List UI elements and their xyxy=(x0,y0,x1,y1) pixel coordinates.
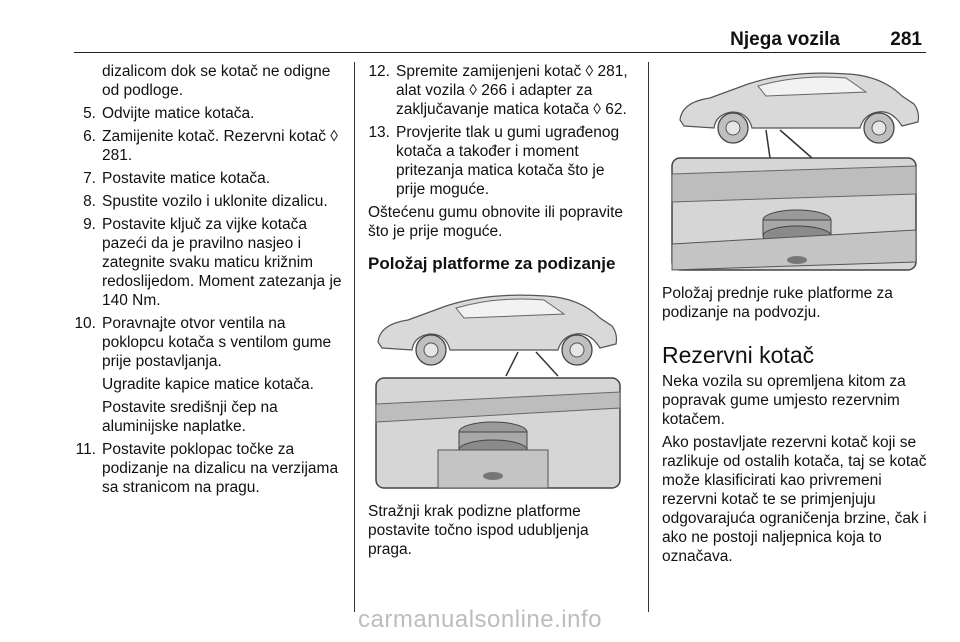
step-text: Odvijte matice kotača. xyxy=(102,105,255,122)
lift-platform-illustration xyxy=(672,158,916,270)
lift-platform-illustration xyxy=(376,378,620,488)
step-8 xyxy=(74,192,346,211)
watermark: carmanualsonline.info xyxy=(358,606,602,633)
step-7 xyxy=(74,169,346,188)
step-13 xyxy=(368,123,632,199)
page-number: 281 xyxy=(890,29,922,50)
step-number: 7. xyxy=(83,170,96,187)
step-number: 12. xyxy=(368,63,390,80)
front-lift-figure xyxy=(662,62,928,274)
paragraph: Ako postavljate rezervni kotač koji se razlikuje od ostalih kotača, taj se kotač može klasificirati kao privremeni rezervni kotač te se primjenjuju odgovarajuća ograničenja brzine, čak i ako ne postoji naljepnica koja to označava. xyxy=(662,434,927,565)
step-number: 8. xyxy=(83,193,96,210)
rear-lift-figure xyxy=(368,284,630,492)
column-divider xyxy=(354,62,355,612)
section-heading: Položaj platforme za podizanje xyxy=(368,254,616,273)
note-text: Oštećenu gumu obnovite ili popravite što je prije moguće. xyxy=(368,204,624,240)
step-10-extra: Postavite središnji čep na aluminijske naplatke. xyxy=(102,399,278,435)
column-3 xyxy=(662,62,930,570)
step-10 xyxy=(74,314,346,371)
continuation-text: dizalicom dok se kotač ne odigne od podloge. xyxy=(102,63,331,99)
step-11 xyxy=(74,440,346,497)
column-divider xyxy=(648,62,649,612)
step-number: 9. xyxy=(83,216,96,233)
section-heading: Rezervni kotač xyxy=(662,342,815,368)
step-text: Spustite vozilo i uklonite dizalicu. xyxy=(102,193,328,210)
step-text: Postavite matice kotača. xyxy=(102,170,270,187)
step-text: Postavite poklopac točke za podizanje na dizalicu na verzijama sa stranicom na pragu. xyxy=(102,441,339,496)
step-6 xyxy=(74,127,346,165)
paragraph: Neka vozila su opremljena kitom za popravak gume umjesto rezervnim kotačem. xyxy=(662,373,906,428)
step-number: 10. xyxy=(74,315,96,332)
figure-caption: Položaj prednje ruke platforme za podizanje na podvozju. xyxy=(662,285,893,321)
step-5 xyxy=(74,104,346,123)
column-1 xyxy=(74,62,346,501)
step-number: 5. xyxy=(83,105,96,122)
figure-caption: Stražnji krak podizne platforme postavite točno ispod udubljenja praga. xyxy=(368,503,589,558)
step-text: Spremite zamijenjeni kotač ◊ 281, alat vozila ◊ 266 i adapter za zaključavanje matica kotača ◊ 62. xyxy=(396,63,628,118)
step-text: Zamijenite kotač. Rezervni kotač ◊ 281. xyxy=(102,128,338,164)
step-12 xyxy=(368,62,632,119)
step-number: 6. xyxy=(83,128,96,145)
step-10-extra: Ugradite kapice matice kotača. xyxy=(102,376,314,393)
step-9 xyxy=(74,215,346,310)
step-number: 13. xyxy=(368,124,390,141)
step-text: Poravnajte otvor ventila na poklopcu kotača s ventilom gume prije postavljanja. xyxy=(102,315,332,370)
section-title: Njega vozila xyxy=(730,29,840,50)
step-text: Provjerite tlak u gumi ugrađenog kotača a također i moment pritezanja matica kotača što je prije moguće. xyxy=(396,124,620,198)
step-text: Postavite ključ za vijke kotača pazeći da je pravilno nasjeo i zategnite svaku maticu križnim redoslijedom. Moment zatezanja je 140 Nm. xyxy=(102,216,342,309)
column-2 xyxy=(368,62,632,563)
step-number: 11. xyxy=(75,441,96,458)
page-header xyxy=(74,30,926,53)
